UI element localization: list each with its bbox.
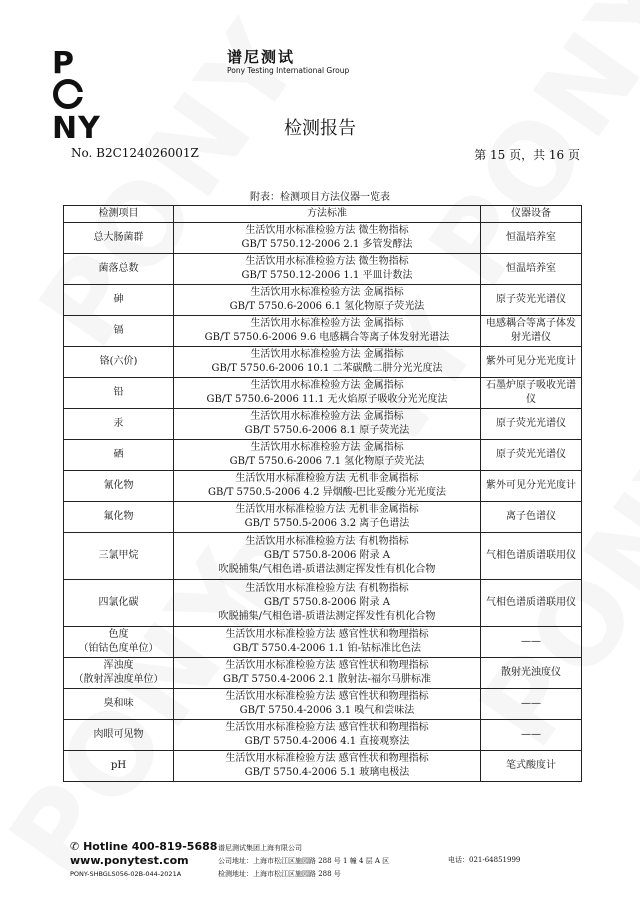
method-line: GB/T 5750.4-2006 2.1 散射法-福尔马肼标准 (222, 674, 431, 685)
cell-instrument: 气相色谱质谱联用仪 (481, 580, 582, 627)
company-name-en: Pony Testing International Group (227, 66, 350, 75)
method-line: 生活饮用水标准检验方法 微生物指标 (245, 256, 409, 267)
cell-instrument: 原子荧光光谱仪 (481, 440, 582, 471)
method-line: 生活饮用水标准检验方法 金属指标 (250, 442, 404, 453)
cell-method (174, 471, 481, 502)
cell-item-line: 色度 (108, 629, 129, 640)
page-indicator: 第 15 页，共 16 页 (474, 148, 580, 162)
cell-item-line: 砷 (113, 294, 124, 305)
table-row (64, 751, 582, 782)
header-instrument: 仪器设备 (481, 206, 582, 223)
cell-item (64, 378, 174, 409)
cell-method (174, 440, 481, 471)
method-line: 生活饮用水标准检验方法 微生物指标 (245, 225, 409, 236)
report-number: No. B2C124026001Z (71, 146, 199, 160)
cell-item (64, 409, 174, 440)
footer-contact (70, 840, 217, 878)
table-row (64, 720, 582, 751)
group-name: 谱尼测试集团上海有限公司 (218, 844, 302, 852)
cell-instrument: 恒温培养室 (481, 223, 582, 254)
table-row (64, 689, 582, 720)
cell-instrument: 石墨炉原子吸收光谱仪 (481, 378, 582, 409)
cell-instrument: 散射光浊度仪 (481, 658, 582, 689)
table-row (64, 316, 582, 347)
method-line: 生活饮用水标准检验方法 金属指标 (250, 380, 404, 391)
method-line: 生活饮用水标准检验方法 金属指标 (250, 287, 404, 298)
cell-instrument: 笔式酸度计 (481, 751, 582, 782)
cell-item (64, 689, 174, 720)
company-address: 公司地址：上海市松江区施园路 288 号 1 幢 4 层 A 区 (218, 857, 390, 865)
cell-item (64, 533, 174, 580)
cell-item-line: （散射浑浊度单位） (73, 674, 164, 685)
table-row (64, 347, 582, 378)
phone-icon: ✆ (70, 840, 80, 853)
cell-item (64, 223, 174, 254)
method-line: 生活饮用水标准检验方法 无机非金属指标 (235, 473, 419, 484)
cell-instrument: 气相色谱质谱联用仪 (481, 533, 582, 580)
cell-item (64, 285, 174, 316)
cell-item (64, 751, 174, 782)
method-line: GB/T 5750.6-2006 10.1 二苯碳酰二肼分光光度法 (211, 363, 443, 374)
method-line: GB/T 5750.12-2006 2.1 多管发酵法 (241, 239, 413, 250)
table-caption: 附表：检测项目方法仪器一览表 (250, 192, 390, 203)
table-row (64, 440, 582, 471)
method-line: 生活饮用水标准检验方法 感官性状和物理指标 (225, 691, 429, 702)
cell-item-line: 铅 (113, 387, 124, 398)
cell-item (64, 440, 174, 471)
method-line: 生活饮用水标准检验方法 感官性状和物理指标 (225, 722, 429, 733)
cell-method (174, 502, 481, 533)
company-name-cn: 谱尼测试 (227, 48, 296, 66)
cell-item (64, 627, 174, 658)
cell-item-line: 汞 (113, 418, 124, 429)
report-title: 检测报告 (284, 118, 356, 139)
method-line: GB/T 5750.5-2006 3.2 离子色谱法 (244, 518, 410, 529)
method-line: 吹脱捕集/气相色谱-质谱法测定挥发性有机化合物 (218, 611, 436, 622)
method-line: 生活饮用水标准检验方法 感官性状和物理指标 (225, 629, 429, 640)
cell-instrument: 原子荧光光谱仪 (481, 285, 582, 316)
cell-item-line: 总大肠菌群 (93, 232, 144, 243)
cell-method (174, 627, 481, 658)
cell-instrument: —— (481, 720, 582, 751)
method-line: GB/T 5750.6-2006 9.6 电感耦合等离子体发射光谱法 (204, 332, 450, 343)
cell-item-line: 镉 (113, 325, 124, 336)
cell-instrument: 紫外可见分光光度计 (481, 471, 582, 502)
cell-method (174, 751, 481, 782)
cell-method (174, 658, 481, 689)
table-row (64, 580, 582, 627)
table-row (64, 409, 582, 440)
methods-table (63, 205, 582, 782)
table-row (64, 378, 582, 409)
cell-method (174, 689, 481, 720)
cell-method (174, 316, 481, 347)
method-line: 吹脱捕集/气相色谱-质谱法测定挥发性有机化合物 (218, 564, 436, 575)
method-line: GB/T 5750.6-2006 6.1 氢化物原子荧光法 (229, 301, 425, 312)
method-line: 生活饮用水标准检验方法 有机物指标 (245, 583, 409, 594)
document-code: PONY-SHBGLS056-02B-044-2021A (70, 870, 182, 878)
cell-method (174, 347, 481, 378)
cell-item (64, 471, 174, 502)
table-row (64, 658, 582, 689)
method-line: 生活饮用水标准检验方法 无机非金属指标 (235, 504, 419, 515)
table-row (64, 627, 582, 658)
header-item: 检测项目 (64, 206, 174, 223)
cell-instrument: 恒温培养室 (481, 254, 582, 285)
method-line: GB/T 5750.12-2006 1.1 平皿计数法 (241, 270, 413, 281)
method-line: GB/T 5750.8-2006 附录 A (264, 550, 390, 561)
cell-item-line: 浑浊度 (103, 660, 134, 671)
method-line: GB/T 5750.6-2006 7.1 氢化物原子荧光法 (229, 456, 425, 467)
cell-method (174, 720, 481, 751)
table-row (64, 533, 582, 580)
method-line: 生活饮用水标准检验方法 感官性状和物理指标 (225, 753, 429, 764)
footer-phone: 电话：021-64851999 (448, 856, 521, 864)
table-row (64, 285, 582, 316)
cell-method (174, 533, 481, 580)
method-line: 生活饮用水标准检验方法 感官性状和物理指标 (225, 660, 429, 671)
table-row (64, 223, 582, 254)
cell-method (174, 254, 481, 285)
cell-item (64, 254, 174, 285)
cell-method (174, 223, 481, 254)
cell-method (174, 378, 481, 409)
hotline: Hotline 400-819-5688 (83, 840, 218, 853)
cell-item-line: 臭和味 (103, 698, 134, 709)
method-line: 生活饮用水标准检验方法 有机物指标 (245, 536, 409, 547)
cell-item-line: 铬(六价) (99, 356, 138, 367)
cell-instrument: 紫外可见分光光度计 (481, 347, 582, 378)
method-line: 生活饮用水标准检验方法 金属指标 (250, 349, 404, 360)
cell-item-line: （铂钴色度单位） (78, 643, 159, 654)
cell-instrument: 原子荧光光谱仪 (481, 409, 582, 440)
header-method: 方法标准 (174, 206, 481, 223)
cell-item (64, 658, 174, 689)
logo-wordmark: PNY (52, 46, 101, 146)
website-link[interactable]: www.ponytest.com (70, 854, 189, 867)
cell-item-line: 菌落总数 (98, 263, 139, 274)
cell-item-line: 氰化物 (103, 480, 134, 491)
method-line: 生活饮用水标准检验方法 金属指标 (250, 318, 404, 329)
method-line: GB/T 5750.4-2006 3.1 嗅气和尝味法 (239, 705, 415, 716)
cell-item (64, 502, 174, 533)
lab-address: 检测地址：上海市松江区施园路 288 号 (218, 870, 341, 878)
method-line: GB/T 5750.4-2006 1.1 铂-钴标准比色法 (232, 643, 421, 654)
method-line: GB/T 5750.6-2006 8.1 原子荧光法 (244, 425, 410, 436)
cell-method (174, 285, 481, 316)
method-line: 生活饮用水标准检验方法 金属指标 (250, 411, 404, 422)
cell-item (64, 720, 174, 751)
cell-instrument: —— (481, 689, 582, 720)
table-row (64, 254, 582, 285)
cell-item-line: 三氯甲烷 (98, 550, 139, 561)
cell-method (174, 580, 481, 627)
cell-item-line: 四氯化碳 (98, 597, 139, 608)
cell-method (174, 409, 481, 440)
cell-item-line: 肉眼可见物 (93, 729, 144, 740)
cell-item (64, 316, 174, 347)
cell-instrument: 电感耦合等离子体发射光谱仪 (481, 316, 582, 347)
cell-item-line: 氟化物 (103, 511, 134, 522)
table-row (64, 471, 582, 502)
cell-item-line: pH (110, 760, 127, 771)
method-line: GB/T 5750.6-2006 11.1 无火焰原子吸收分光光度法 (206, 394, 448, 405)
method-line: GB/T 5750.8-2006 附录 A (264, 597, 390, 608)
table-row (64, 502, 582, 533)
footer-addresses (218, 842, 389, 881)
cell-instrument: 离子色谱仪 (481, 502, 582, 533)
method-line: GB/T 5750.4-2006 4.1 直接观察法 (244, 736, 410, 747)
cell-item-line: 硒 (113, 449, 124, 460)
cell-item (64, 347, 174, 378)
table-header-row (64, 206, 582, 223)
method-line: GB/T 5750.5-2006 4.2 异烟酸-巴比妥酸分光光度法 (207, 487, 446, 498)
method-line: GB/T 5750.4-2006 5.1 玻璃电极法 (244, 767, 410, 778)
cell-instrument: —— (481, 627, 582, 658)
cell-item (64, 580, 174, 627)
